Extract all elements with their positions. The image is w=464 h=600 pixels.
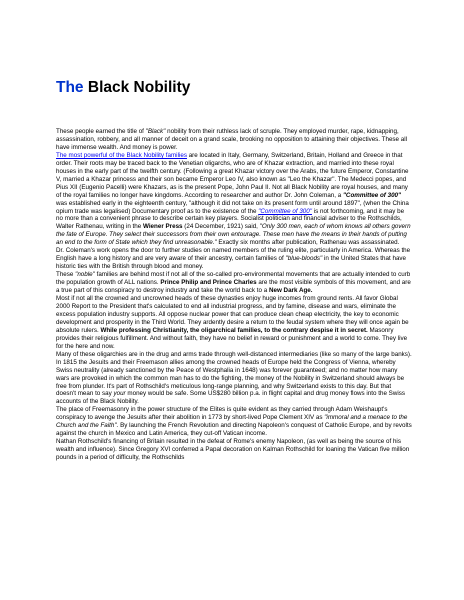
link-text: "Committee of 300"	[258, 207, 312, 215]
text-italic: "immoral and a menace to the Church and the Faith".	[56, 414, 408, 430]
text: Many of these oligarchies are in the drug and arms trade through well-distanced intermediaries (like so many of the large banks).	[56, 350, 412, 358]
text: These people earned the title of	[56, 128, 146, 135]
text: nobility from their ruthless lack of scruple. They employed murder, rape, kidnapping, assassination, robbery, and all manner of deceit on a grand scale, brooking no opposition to attaining their objectives. These all have immense wealth. And money is power.	[56, 128, 408, 151]
text: Most if not all the crowned and uncrowned heads of these dynasties enjoy huge incomes from ground rents. All favor Global 2000 Report to the President that's calculated to end all industrial progress, and by famine, disease and wars, eliminate the excess population industry supports. All oppose nuclear power that can produce clean cheap electricity, the key to economic development and prosperity in the Third World. They ardently desire a return to the feudal system where they will once again be absolute rulers.	[56, 295, 409, 334]
title-word-the: The	[56, 79, 84, 96]
text-bold: Prince Philip and Prince Charles	[160, 279, 257, 287]
committee-of-300-link[interactable]	[258, 208, 312, 215]
paragraph-4	[56, 271, 412, 295]
text: Masonry provides their religious fulfillment. And without faith, they have no belief in reward or punishment and a world to come. They live for the here and now.	[56, 326, 408, 350]
text: Exactly six months after publication, Rathenau was assassinated.	[216, 239, 400, 247]
title-word-black: Black	[83, 79, 134, 96]
paragraph-2	[56, 152, 412, 247]
text: By launching the French Revolution and directing Napoleon's conquest of Catholic Europe, and by revolts against the church in Mexico and Latin America, they cut-off Vatican income.	[56, 422, 412, 438]
paragraph-9	[56, 438, 412, 462]
article-body	[56, 128, 412, 462]
text-bold: While professing Christianity, the oligarchical families, to the contrary despise it in secret.	[100, 326, 368, 334]
paragraph-3	[56, 247, 412, 271]
text: money would be safe. Some US$280 billion p.a. in flight capital and drug money flows into the Swiss accounts of the Black Nobility.	[56, 390, 405, 406]
text: The place of Freemasonry in the power structure of the Elites is quite evident as they carried through Adam Weishaupt's conspiracy to avenge the Jesuits after their abolition in 1773 by short-lived Pope Clement XIV as	[56, 406, 388, 422]
text: is not forthcoming, and it may be no more than a convenient phrase to describe certain key players. Socialist politician and financial adviser to the Rothschilds, Walter Rathenau, writing in the	[56, 207, 405, 231]
paragraph-5	[56, 295, 412, 351]
title-word-nobility: Nobility	[133, 79, 191, 96]
text: In 1815 the Jesuits and their Freemason allies among the crowned heads of Europe held the Congress of Vienna, whereby Swiss neutrality (already sanctioned by the Peace of Westphalia in 1648) was forever guaranteed; and no matter how many wars are provoked in which the common man has to do the fighting, the money of the Nobility in Switzerland should always be free from plunder. It's part of Rothschild's meticulous long-range planning, and why Switzerland exists to this day. But that doesn't mean to say	[56, 358, 405, 398]
text-bold-italic: "Committee of 300"	[342, 191, 401, 199]
text-italic: your	[113, 390, 126, 398]
page-title	[56, 78, 190, 98]
quote-italic: "Only 300 men, each of whom knows all others govern the fate of Europe. They select their successors from their own entourage. These men have the means in their hands of putting an end to the form of State which they find unreasonable."	[56, 223, 411, 247]
text: Nathan Rothschild's financing of Britain resulted in the defeat of Rome's enemy Napoleon, (as well as being the source of his wealth and influence). Since Gregory XVI conferred a Papal decoration on Kalman Rothschild for loaning the Vatican five million pounds in a period of difficulty, the Rothschilds	[56, 438, 410, 462]
text: was established early in the eighteenth century, "although it did not take on its present form until around 1897", (when the China opium trade was legalised) Documentary proof as to the existence of the	[56, 199, 409, 215]
black-nobility-families-link[interactable]: The most powerful of the Black Nobility families	[56, 151, 187, 159]
text: in the United States that have historic ties with the British through blood and money.	[56, 255, 407, 271]
paragraph-8	[56, 406, 412, 438]
text-bold: Wiener Press	[142, 223, 183, 231]
paragraph-1	[56, 128, 412, 152]
text: are located in Italy, Germany, Switzerland, Britain, Holland and Greece in that order. Their roots may be traced back to the Venetian oligarchs, who are of Khazar extraction, and married into these royal houses in the early part of the twelfth century. (Following a great Khazar victory over the Arabs, the future Emperor, Constantine V, married a Khazar princess and their son became Emperor Leo IV, also known as "Leo the Khazar". The Medecci popes, and Pius XII (Eugenio Pacelli) were Khazars, as is the present Pope, John Paul II. Not all Black Nobility are royal houses, and many of the royal families no longer have kingdoms. According to researcher and author Dr. John Coleman, a	[56, 151, 409, 199]
text: (24 December, 1921) said,	[182, 223, 260, 231]
text: families are behind most if not all of the so-called pro-environmental movements that are actually intended to curb the population growth of ALL nations.	[56, 271, 411, 287]
text: are the most visible symbols of this movement, and are a true part of this conspiracy to destroy industry and take the world back to a	[56, 279, 411, 295]
text-bold: New Dark Age.	[268, 287, 313, 295]
text-italic: "Black"	[145, 128, 166, 135]
paragraph-7	[56, 359, 412, 407]
text-italic: "blue-bloods"	[285, 255, 323, 263]
paragraph-6	[56, 351, 412, 359]
text: These	[56, 271, 76, 279]
text-italic: "noble"	[75, 271, 95, 279]
text: Dr. Coleman's work opens the door to further studies on named members of the ruling elite, particularly in America. Whereas the English have a long history and are very aware of their ancestry, certain families of	[56, 247, 411, 263]
